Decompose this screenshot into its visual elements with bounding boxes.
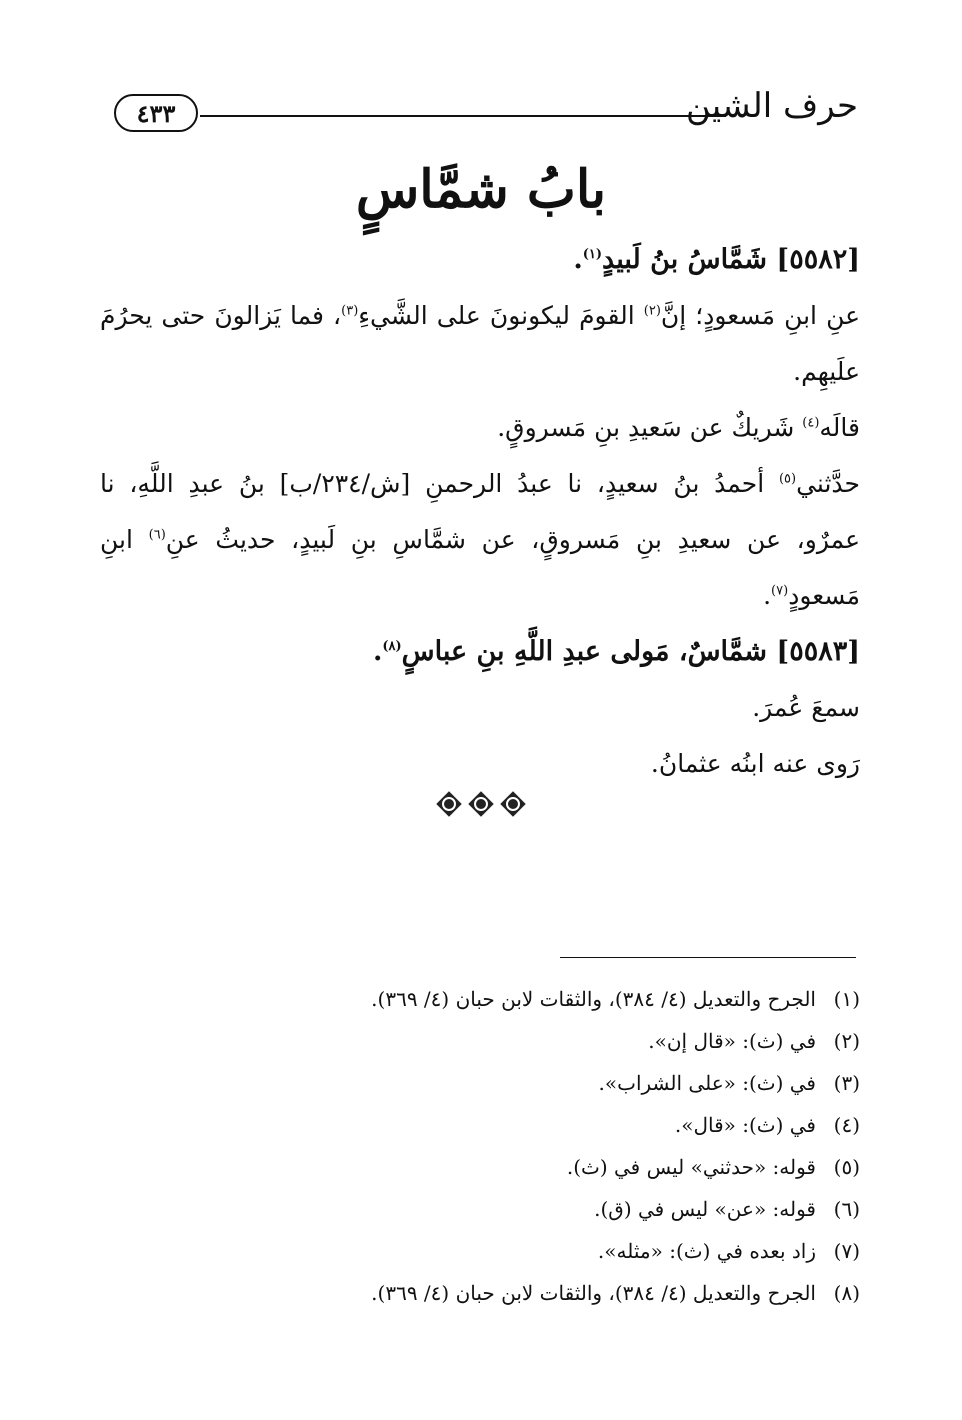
text-segment: حدَّثني — [796, 469, 860, 498]
text-line — [100, 288, 860, 344]
footnote-text: الجرح والتعديل (٤/ ٣٨٤)، والثقات لابن حبان (٤/ ٣٦٩). — [371, 1281, 816, 1305]
text-line — [100, 400, 860, 456]
text-line — [100, 344, 860, 400]
text-line — [100, 456, 860, 512]
running-header-title: حرف الشين — [685, 86, 858, 126]
text-segment: قالَه — [819, 413, 860, 442]
text-segment: عنِ ابنِ مَسعودٍ؛ إنَّ — [660, 301, 860, 330]
text-segment: ، فما يَزالونَ حتى يحرُمَ — [100, 301, 342, 330]
footnote — [100, 1146, 860, 1188]
footnote — [100, 1020, 860, 1062]
section-ornaments — [0, 792, 962, 820]
entry-heading-end: . — [372, 636, 383, 667]
footnote-text: الجرح والتعديل (٤/ ٣٨٤)، والثقات لابن حبان (٤/ ٣٦٩). — [371, 987, 816, 1011]
text-line: سمعَ عُمرَ. — [752, 693, 860, 722]
text-segment: . — [763, 581, 772, 610]
flower-ornament-icon — [469, 792, 493, 816]
footnote-marker: (١) — [582, 247, 603, 262]
entry-heading-text: [٥٥٨٢] شَمَّاسُ بنُ لَبيدٍ — [602, 244, 860, 275]
footnote-text: قوله: «عن» ليس في (ق). — [594, 1197, 816, 1221]
entry-heading-5583 — [100, 624, 860, 680]
footnote-number: (٢) — [833, 1029, 860, 1053]
footnote-number: (٨) — [833, 1281, 860, 1305]
footnote-text: قوله: «حدثني» ليس في (ث). — [566, 1155, 816, 1179]
text-segment: مَسعودٍ — [788, 581, 860, 610]
footnote-marker: (٨) — [382, 639, 402, 654]
footnote-marker: (٧) — [771, 583, 789, 599]
text-segment: علَيهِم. — [793, 357, 860, 386]
footnote-marker: (٣) — [341, 303, 359, 319]
text-segment: شَريكٌ عن سَعيدِ بنِ مَسروقٍ. — [497, 413, 803, 442]
entry-heading-5582 — [100, 232, 860, 288]
text-segment: أحمدُ بنُ سعيدٍ، نا عبدُ الرحمنِ [ش/٢٣٤/ب] بنُ عبدِ اللَّهِ، نا — [100, 469, 779, 498]
footnote-marker: (٢) — [643, 303, 661, 319]
footnote — [100, 1104, 860, 1146]
footnote-separator — [560, 957, 856, 958]
footnote-marker: (٤) — [802, 415, 820, 431]
entry-heading-end: . — [573, 244, 583, 275]
text-segment: القومَ ليكونونَ على الشَّيءِ — [358, 301, 644, 330]
footnote-marker: (٥) — [778, 471, 797, 487]
footnote-text: زاد بعده في (ث): «مثله». — [597, 1239, 816, 1263]
flower-ornament-icon — [501, 792, 525, 816]
footnote-number: (٦) — [833, 1197, 860, 1221]
footnote-text: في (ث): «قال إن». — [648, 1029, 816, 1053]
text-line — [100, 512, 860, 568]
header-rule — [200, 115, 726, 117]
footnote-number: (١) — [833, 987, 860, 1011]
main-text — [100, 232, 860, 792]
footnotes — [100, 978, 860, 1314]
footnote-number: (٥) — [833, 1155, 860, 1179]
text-segment: عمرٌو، عن سعيدِ بنِ مَسروقٍ، عن شمَّاسِ بنِ لَبيدٍ، حديثُ عنِ — [165, 525, 860, 554]
flower-ornament-icon — [437, 792, 461, 816]
footnote-text: في (ث): «على الشراب». — [598, 1071, 816, 1095]
footnote — [100, 1188, 860, 1230]
text-line: رَوى عنه ابنُه عثمانُ. — [650, 749, 860, 778]
page-number-badge: ٤٣٣ — [114, 94, 198, 132]
footnote-marker: (٦) — [148, 527, 166, 543]
footnote-number: (٣) — [833, 1071, 860, 1095]
footnote-number: (٧) — [833, 1239, 860, 1263]
footnote — [100, 1272, 860, 1314]
footnote — [100, 1062, 860, 1104]
footnote-number: (٤) — [833, 1113, 860, 1137]
footnote — [100, 978, 860, 1020]
chapter-title: بابُ شمَّاسٍ — [355, 159, 607, 220]
footnote — [100, 1230, 860, 1272]
text-segment: ابنِ — [100, 525, 149, 554]
text-line — [100, 568, 860, 624]
entry-heading-text: [٥٥٨٣] شمَّاسٌ، مَولى عبدِ اللَّهِ بنِ عباسٍ — [401, 636, 860, 667]
footnote-text: في (ث): «قال». — [674, 1113, 816, 1137]
